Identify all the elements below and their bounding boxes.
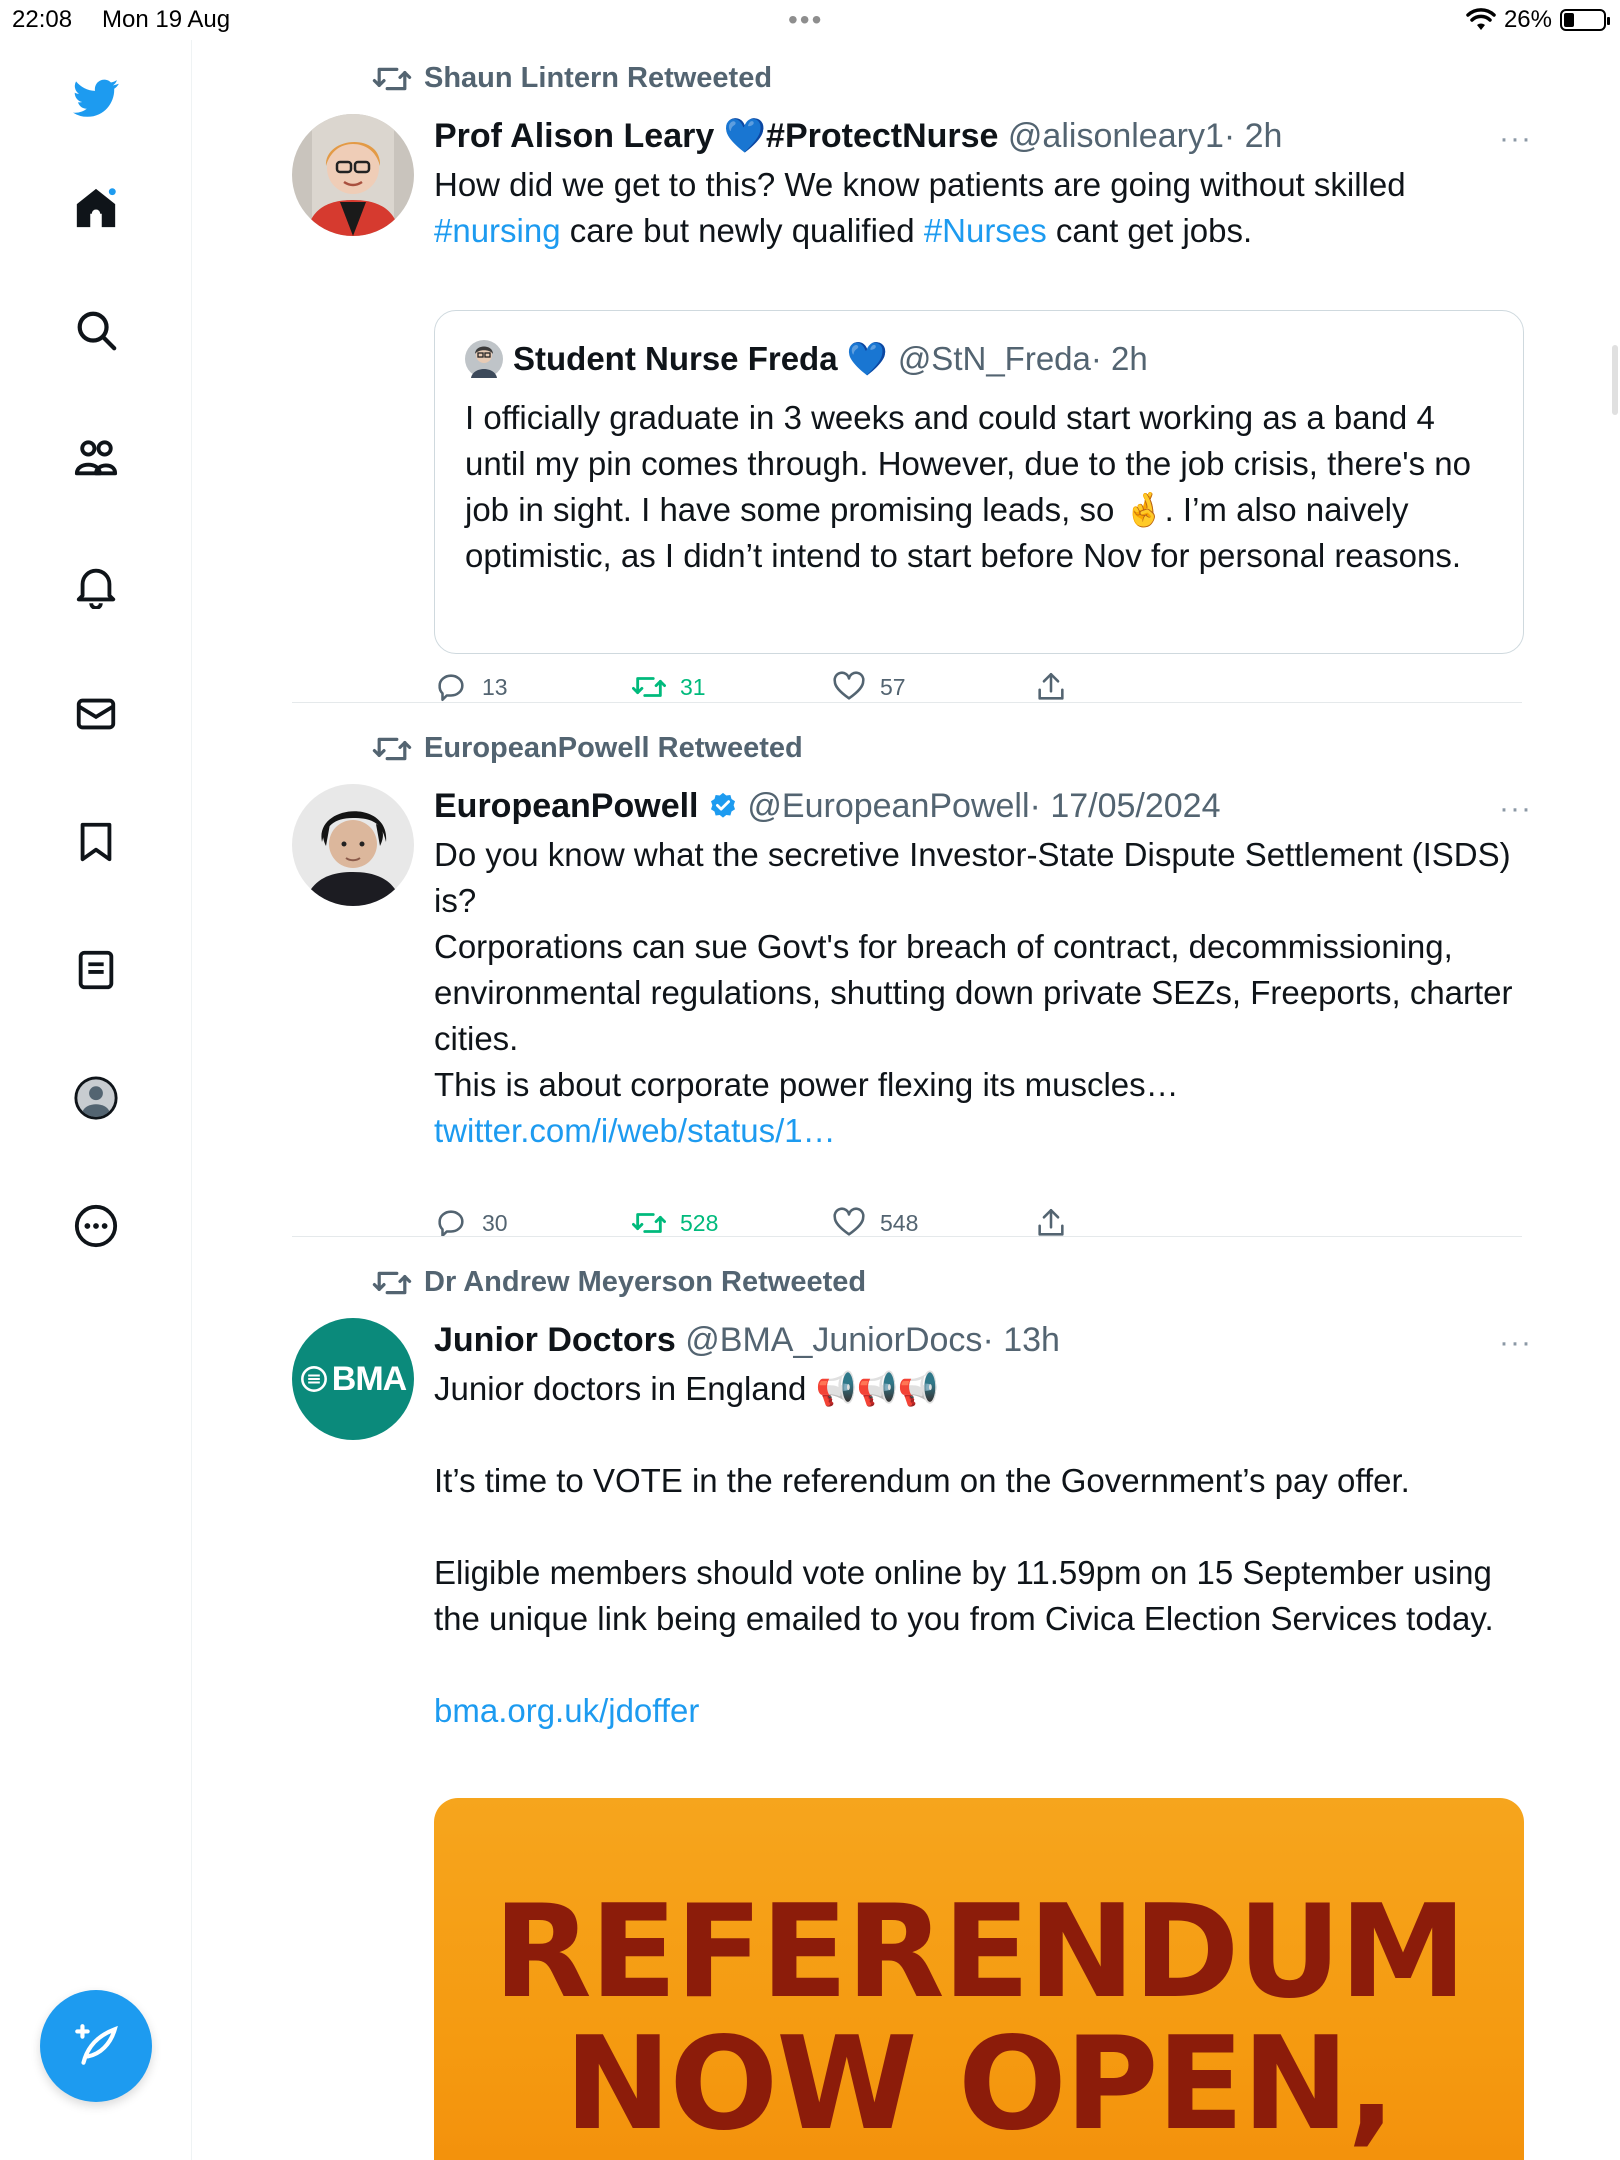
search-icon[interactable] (66, 300, 126, 360)
share-icon (1034, 1206, 1068, 1240)
share-button[interactable] (1034, 670, 1068, 704)
retweet-icon (372, 1267, 412, 1299)
compose-tweet-button[interactable] (40, 1990, 152, 2102)
retweet-context: Dr Andrew Meyerson Retweeted (372, 1266, 866, 1299)
like-count: 548 (880, 1209, 919, 1236)
author-name[interactable]: Prof Alison Leary 💙#ProtectNurse (434, 117, 999, 155)
reply-count: 13 (482, 673, 508, 700)
tweet-text: How did we get to this? We know patients are going without skilled #nursing care but newly qualified #Nurses cant get jobs. (434, 166, 1406, 249)
quoted-author-handle: @StN_Freda (897, 340, 1091, 377)
hashtag-link[interactable]: #Nurses (923, 212, 1047, 249)
reply-button[interactable] (434, 1206, 508, 1240)
retweet-count: 528 (680, 1209, 719, 1236)
tweet-header (434, 114, 1524, 158)
tweet-header (434, 784, 1524, 828)
home-icon[interactable] (66, 178, 126, 238)
quoted-author-name: Student Nurse Freda 💙 (513, 340, 888, 377)
reply-count: 30 (482, 1209, 508, 1236)
avatar[interactable] (292, 114, 414, 236)
author-handle[interactable]: @EuropeanPowell (747, 787, 1030, 825)
retweet-icon (372, 63, 412, 95)
tweet-more-button[interactable]: ··· (1499, 792, 1532, 825)
bookmarks-icon[interactable] (66, 812, 126, 872)
avatar-text: BMA (331, 1359, 407, 1398)
retweet-context: EuropeanPowell Retweeted (372, 732, 803, 765)
sidebar-nav (0, 40, 192, 2160)
divider (292, 702, 1522, 703)
scrollbar[interactable] (1612, 345, 1618, 415)
tweet-time[interactable]: · 13h (982, 1321, 1060, 1359)
reply-icon (434, 670, 468, 704)
author-handle[interactable]: @alisonleary1 (1007, 117, 1224, 155)
tweet-link[interactable]: twitter.com/i/web/status/1… (434, 1112, 836, 1149)
retweet-icon (632, 670, 666, 704)
twitter-bird-icon[interactable] (66, 68, 126, 128)
tweet-link[interactable]: bma.org.uk/jdoffer (434, 1692, 700, 1729)
share-button[interactable] (1034, 1206, 1068, 1240)
quoted-tweet-header (465, 337, 1148, 381)
status-time: 22:08 (12, 6, 73, 33)
author-name[interactable]: EuropeanPowell (434, 787, 699, 825)
retweet-icon (372, 733, 412, 765)
tweet-card[interactable] (292, 784, 1532, 1284)
verified-badge-icon (708, 791, 738, 821)
quoted-tweet-time: · 2h (1090, 340, 1148, 377)
tweet-time[interactable]: · 2h (1223, 117, 1283, 155)
wifi-icon (1466, 8, 1496, 32)
retweet-count: 31 (680, 673, 706, 700)
like-count: 57 (880, 673, 906, 700)
heart-icon (832, 670, 866, 704)
tweet-text: Do you know what the secretive Investor-State Dispute Settlement (ISDS) is? Corporations can sue Govt's for breach of contract, decommissioning, environmental regulations, shutting down private SEZs, Freeports, charter cities. This is about corporate power flexing its muscles… twitter.com/i/web/status/1… (434, 836, 1513, 1149)
divider (292, 1236, 1522, 1237)
compose-feather-icon (71, 2021, 121, 2071)
quoted-tweet-text: I officially graduate in 3 weeks and could start working as a band 4 until my pin comes through. However, due to the job crisis, there's no job in sight. I have some promising leads, so 🤞. I’m also naively optimistic, as I didn’t intend to start before Nov for personal reasons. (465, 399, 1471, 574)
like-button[interactable] (832, 1206, 918, 1240)
battery-percent: 26% (1503, 6, 1552, 33)
reply-button[interactable] (434, 670, 508, 704)
tweet-card[interactable] (292, 1318, 1532, 2160)
tweet-time[interactable]: · 17/05/2024 (1029, 787, 1221, 825)
tweet-header (434, 1318, 1524, 1362)
battery-icon (1560, 9, 1606, 31)
status-date: Mon 19 Aug (102, 6, 231, 33)
retweet-icon (632, 1206, 666, 1240)
profile-icon[interactable] (66, 1068, 126, 1128)
tweet-more-button[interactable]: ··· (1499, 122, 1532, 155)
tweet-card[interactable] (292, 114, 1532, 714)
author-name[interactable]: Junior Doctors (434, 1321, 676, 1359)
timeline-feed (192, 40, 1620, 2160)
retweet-button[interactable] (632, 1206, 718, 1240)
avatar (465, 340, 503, 378)
status-bar (0, 0, 1620, 40)
tweet-text: Junior doctors in England 📢📢📢 It’s time to VOTE in the referendum on the Government’s pay offer. Eligible members should vote online by 11.59pm on 15 September using the unique link being emailed to you from Civica Election Services today. bma.org.uk/jdoffer (434, 1370, 1494, 1729)
bma-logo-icon (300, 1365, 328, 1393)
multitasking-dots-icon[interactable]: ••• (788, 4, 824, 35)
tweet-more-button[interactable]: ··· (1499, 1326, 1532, 1359)
banner-line: REFERENDUM (493, 1878, 1465, 2027)
notifications-icon[interactable] (66, 556, 126, 616)
retweet-button[interactable] (632, 670, 706, 704)
author-handle[interactable]: @BMA_JuniorDocs (685, 1321, 983, 1359)
hashtag-link[interactable]: #nursing (434, 212, 561, 249)
communities-icon[interactable] (66, 428, 126, 488)
share-icon (1034, 670, 1068, 704)
heart-icon (832, 1206, 866, 1240)
quoted-tweet[interactable] (434, 310, 1524, 654)
more-icon[interactable] (66, 1196, 126, 1256)
like-button[interactable] (832, 670, 906, 704)
reply-icon (434, 1206, 468, 1240)
retweet-context: Shaun Lintern Retweeted (372, 62, 772, 95)
lists-icon[interactable] (66, 940, 126, 1000)
tweet-image[interactable] (434, 1798, 1524, 2160)
messages-icon[interactable] (66, 684, 126, 744)
avatar[interactable] (292, 1318, 414, 1440)
banner-line: NOW OPEN, (564, 2010, 1394, 2159)
avatar[interactable] (292, 784, 414, 906)
